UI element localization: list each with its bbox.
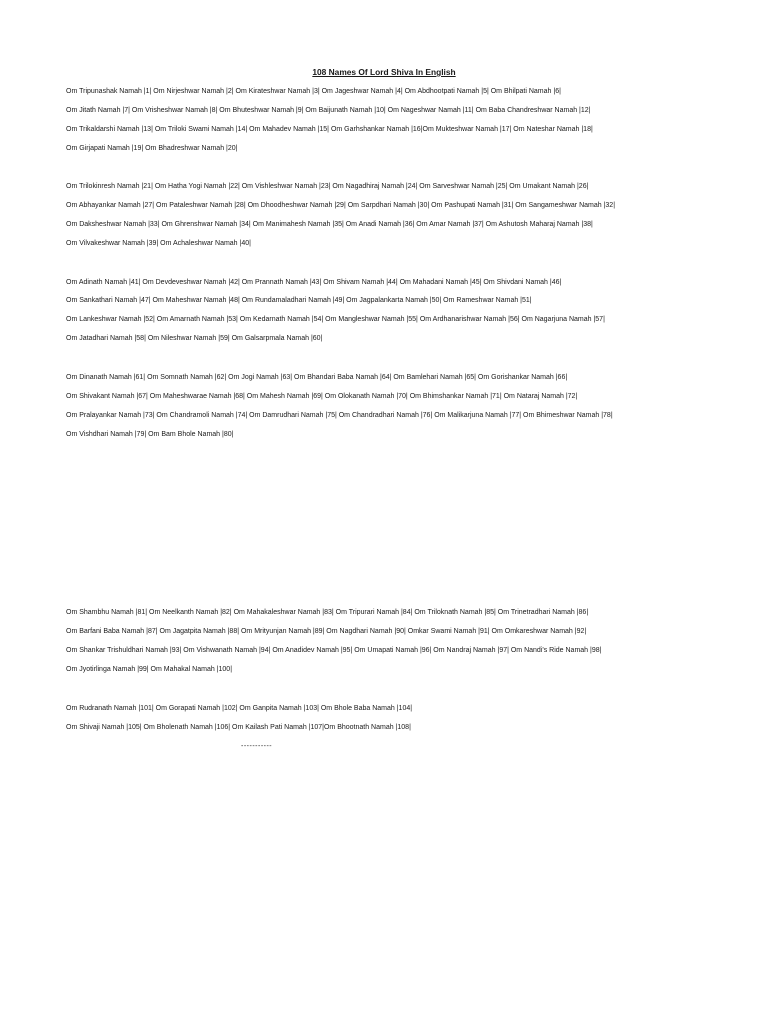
text-line: Om Jyotirlinga Namah |99| Om Mahakal Namah |100| xyxy=(66,666,233,673)
text-line: Om Girjapati Namah |19| Om Bhadreshwar Namah |20| xyxy=(66,145,238,152)
text-line: Om Vilvakeshwar Namah |39| Om Achaleshwar Namah |40| xyxy=(66,240,251,247)
text-line: Om Vishdhari Namah |79| Om Bam Bhole Namah |80| xyxy=(66,431,234,438)
text-line: Om Shivaji Namah |105| Om Bholenath Namah |106| Om Kailash Pati Namah |107|Om Bhootnath Namah |108| xyxy=(66,724,411,731)
text-line: Om Dinanath Namah |61| Om Somnath Namah |62| Om Jogi Namah |63| Om Bhandari Baba Namah |64| Om Bamlehari Namah |65| Om Gorishankar Namah |66| xyxy=(66,374,568,381)
text-line: Om Abhayankar Namah |27| Om Pataleshwar Namah |28| Om Dhoodheshwar Namah |29| Om Sarpdhari Namah |30| Om Pashupati Namah |31| Om Sangameshwar Namah |32| xyxy=(66,202,616,209)
text-line: Om Barfani Baba Namah |87| Om Jagatpita Namah |88| Om Mrityunjan Namah |89| Om Nagdhari Namah |90| Omkar Swami Namah |91| Om Omkareshwar Namah |92| xyxy=(66,628,587,635)
text-line: Om Jitath Namah |7| Om Vrisheshwar Namah |8| Om Bhuteshwar Namah |9| Om Baijunath Namah |10| Om Nageshwar Namah |11| Om Baba Chandreshwar Namah |12| xyxy=(66,107,591,114)
text-line: Om Adinath Namah |41| Om Devdeveshwar Namah |42| Om Prannath Namah |43| Om Shivam Namah |44| Om Mahadani Namah |45| Om Shivdani Namah |46| xyxy=(66,279,562,286)
text-line: Om Trilokinresh Namah |21| Om Hatha Yogi Namah |22| Om Vishleshwar Namah |23| Om Nagadhiraj Namah |24| Om Sarveshwar Namah |25| Om Umakant Namah |26| xyxy=(66,183,589,190)
text-line: Om Shivakant Namah |67| Om Maheshwarae Namah |68| Om Mahesh Namah |69| Om Olokanath Namah |70| Om Bhimshankar Namah |71| Om Nataraj Namah |72| xyxy=(66,393,578,400)
text-line: Om Daksheshwar Namah |33| Om Ghrenshwar Namah |34| Om Manimahesh Namah |35| Om Anadi Namah |36| Om Amar Namah |37| Om Ashutosh Maharaj Namah |38| xyxy=(66,221,593,228)
separator: ----------- xyxy=(241,743,273,750)
text-line: Om Lankeshwar Namah |52| Om Amarnath Namah |53| Om Kedarnath Namah |54| Om Mangleshwar Namah |55| Om Ardhanarishwar Namah |56| Om Nagarjuna Namah |57| xyxy=(66,316,605,323)
text-line: Om Jatadhari Namah |58| Om Nileshwar Namah |59| Om Galsarpmala Namah |60| xyxy=(66,335,323,342)
text-line: Om Sankathari Namah |47| Om Maheshwar Namah |48| Om Rundamaladhari Namah |49| Om Jagpalankarta Namah |50| Om Rameshwar Namah |51| xyxy=(66,297,532,304)
text-line: Om Shankar Trishuldhari Namah |93| Om Vishwanath Namah |94| Om Anadidev Namah |95| Om Umapati Namah |96| Om Nandraj Namah |97| Om Nandi's Ride Namah |98| xyxy=(66,647,602,654)
document-title: 108 Names Of Lord Shiva In English xyxy=(312,67,456,77)
text-line: Om Tripunashak Namah |1| Om Nirjeshwar Namah |2| Om Kirateshwar Namah |3| Om Jageshwar Namah |4| Om Abdhootpati Namah |5| Om Bhilpati Namah |6| xyxy=(66,88,561,95)
text-line: Om Shambhu Namah |81| Om Neelkanth Namah |82| Om Mahakaleshwar Namah |83| Om Tripurari Namah |84| Om Triloknath Namah |85| Om Trinetradhari Namah |86| xyxy=(66,609,589,616)
text-line: Om Trikaldarshi Namah |13| Om Triloki Swami Namah |14| Om Mahadev Namah |15| Om Garhshankar Namah |16|Om Mukteshwar Namah |17| Om Nateshar Namah |18| xyxy=(66,126,593,133)
text-line: Om Rudranath Namah |101| Om Gorapati Namah |102| Om Ganpita Namah |103| Om Bhole Baba Namah |104| xyxy=(66,705,413,712)
text-line: Om Pralayankar Namah |73| Om Chandramoli Namah |74| Om Damrudhari Namah |75| Om Chandradhari Namah |76| Om Malikarjuna Namah |77| Om Bhimeshwar Namah |78| xyxy=(66,412,613,419)
